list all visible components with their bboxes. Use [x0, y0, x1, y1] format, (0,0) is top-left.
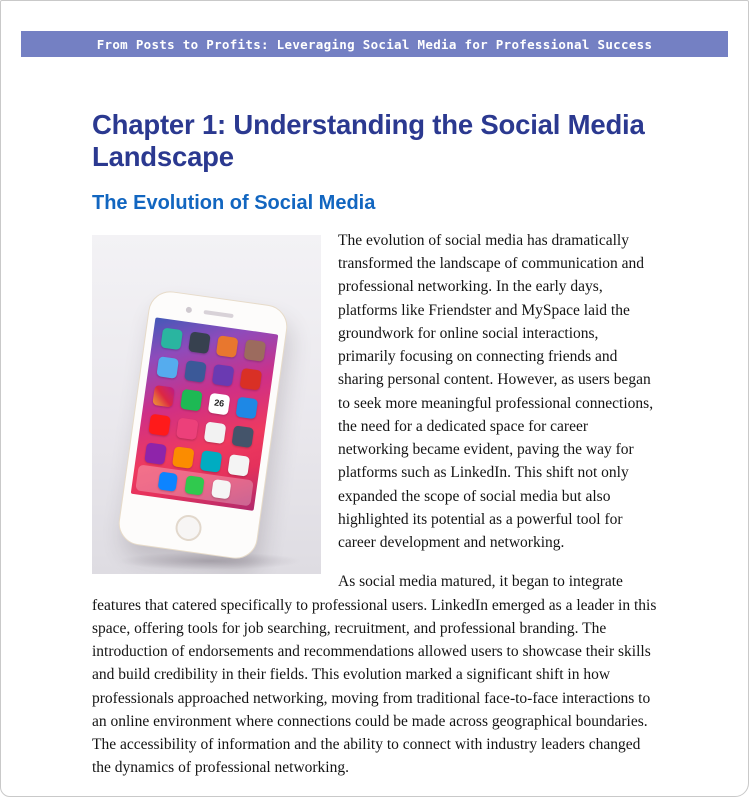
dock-app-icon — [158, 471, 178, 491]
paragraph: The evolution of social media has dramatically transformed the landscape of communication and professional networking. In the early days, platforms like Friendster and MySpace laid the groundwork for online social interactions, primarily focusing on connecting friends and sharing personal content. However, as users began to seek more meaningful professional connections, the need for a dedicated space for career networking became evident, paving the way for platforms such as LinkedIn. This shift not only expanded the scope of social media but also highlighted its potential as a powerful tool for career development and networking. — [338, 231, 654, 552]
app-icon — [227, 454, 250, 477]
calendar-app-icon: 26 — [208, 393, 231, 416]
app-icon — [152, 385, 175, 408]
app-icon — [160, 327, 183, 350]
page-content — [1, 109, 748, 780]
body-text — [92, 229, 659, 780]
home-button-icon — [174, 513, 203, 542]
header-banner — [21, 31, 728, 57]
app-icon — [144, 442, 167, 465]
app-icon — [180, 389, 203, 412]
app-icon — [212, 364, 235, 387]
dock-app-icon — [211, 479, 231, 499]
app-icon — [148, 414, 171, 437]
app-icon — [184, 360, 207, 383]
app-icon — [240, 368, 263, 391]
header-banner-text: From Posts to Profits: Leveraging Social Media for Professional Success — [96, 36, 653, 52]
phone-photo — [92, 235, 321, 574]
app-icon — [244, 339, 267, 362]
app-icon — [200, 450, 223, 473]
app-icon — [216, 335, 239, 358]
iphone-illustration — [116, 288, 290, 561]
app-icon-grid — [135, 317, 278, 478]
camera-dot-icon — [185, 306, 192, 313]
chapter-title: Chapter 1: Understanding the Social Media Landscape — [92, 109, 645, 173]
app-icon — [204, 421, 227, 444]
app-icon — [156, 356, 179, 379]
app-icon — [231, 425, 254, 448]
app-icon — [236, 397, 259, 420]
app-icon — [176, 417, 199, 440]
section-title: The Evolution of Social Media — [92, 191, 376, 214]
app-icon — [172, 446, 195, 469]
dock-app-icon — [184, 475, 204, 495]
app-icon — [188, 331, 211, 354]
paragraph: As social media matured, it began to integrate features that catered specifically to professional users. LinkedIn emerged as a leader in this space, offering tools for job searching, recruitment, and professional branding. The introduction of endorsements and recommendations allowed users to showcase their skills and build credibility in their fields. This evolution marked a significant shift in how professionals approached networking, moving from traditional face-to-face interactions to an online environment where connections could be made across geographical boundaries. The accessibility of information and the ability to connect with industry leaders changed the dynamics of professional networking. — [92, 573, 657, 777]
speaker-slot-icon — [203, 310, 233, 318]
phone-screen — [131, 317, 279, 511]
